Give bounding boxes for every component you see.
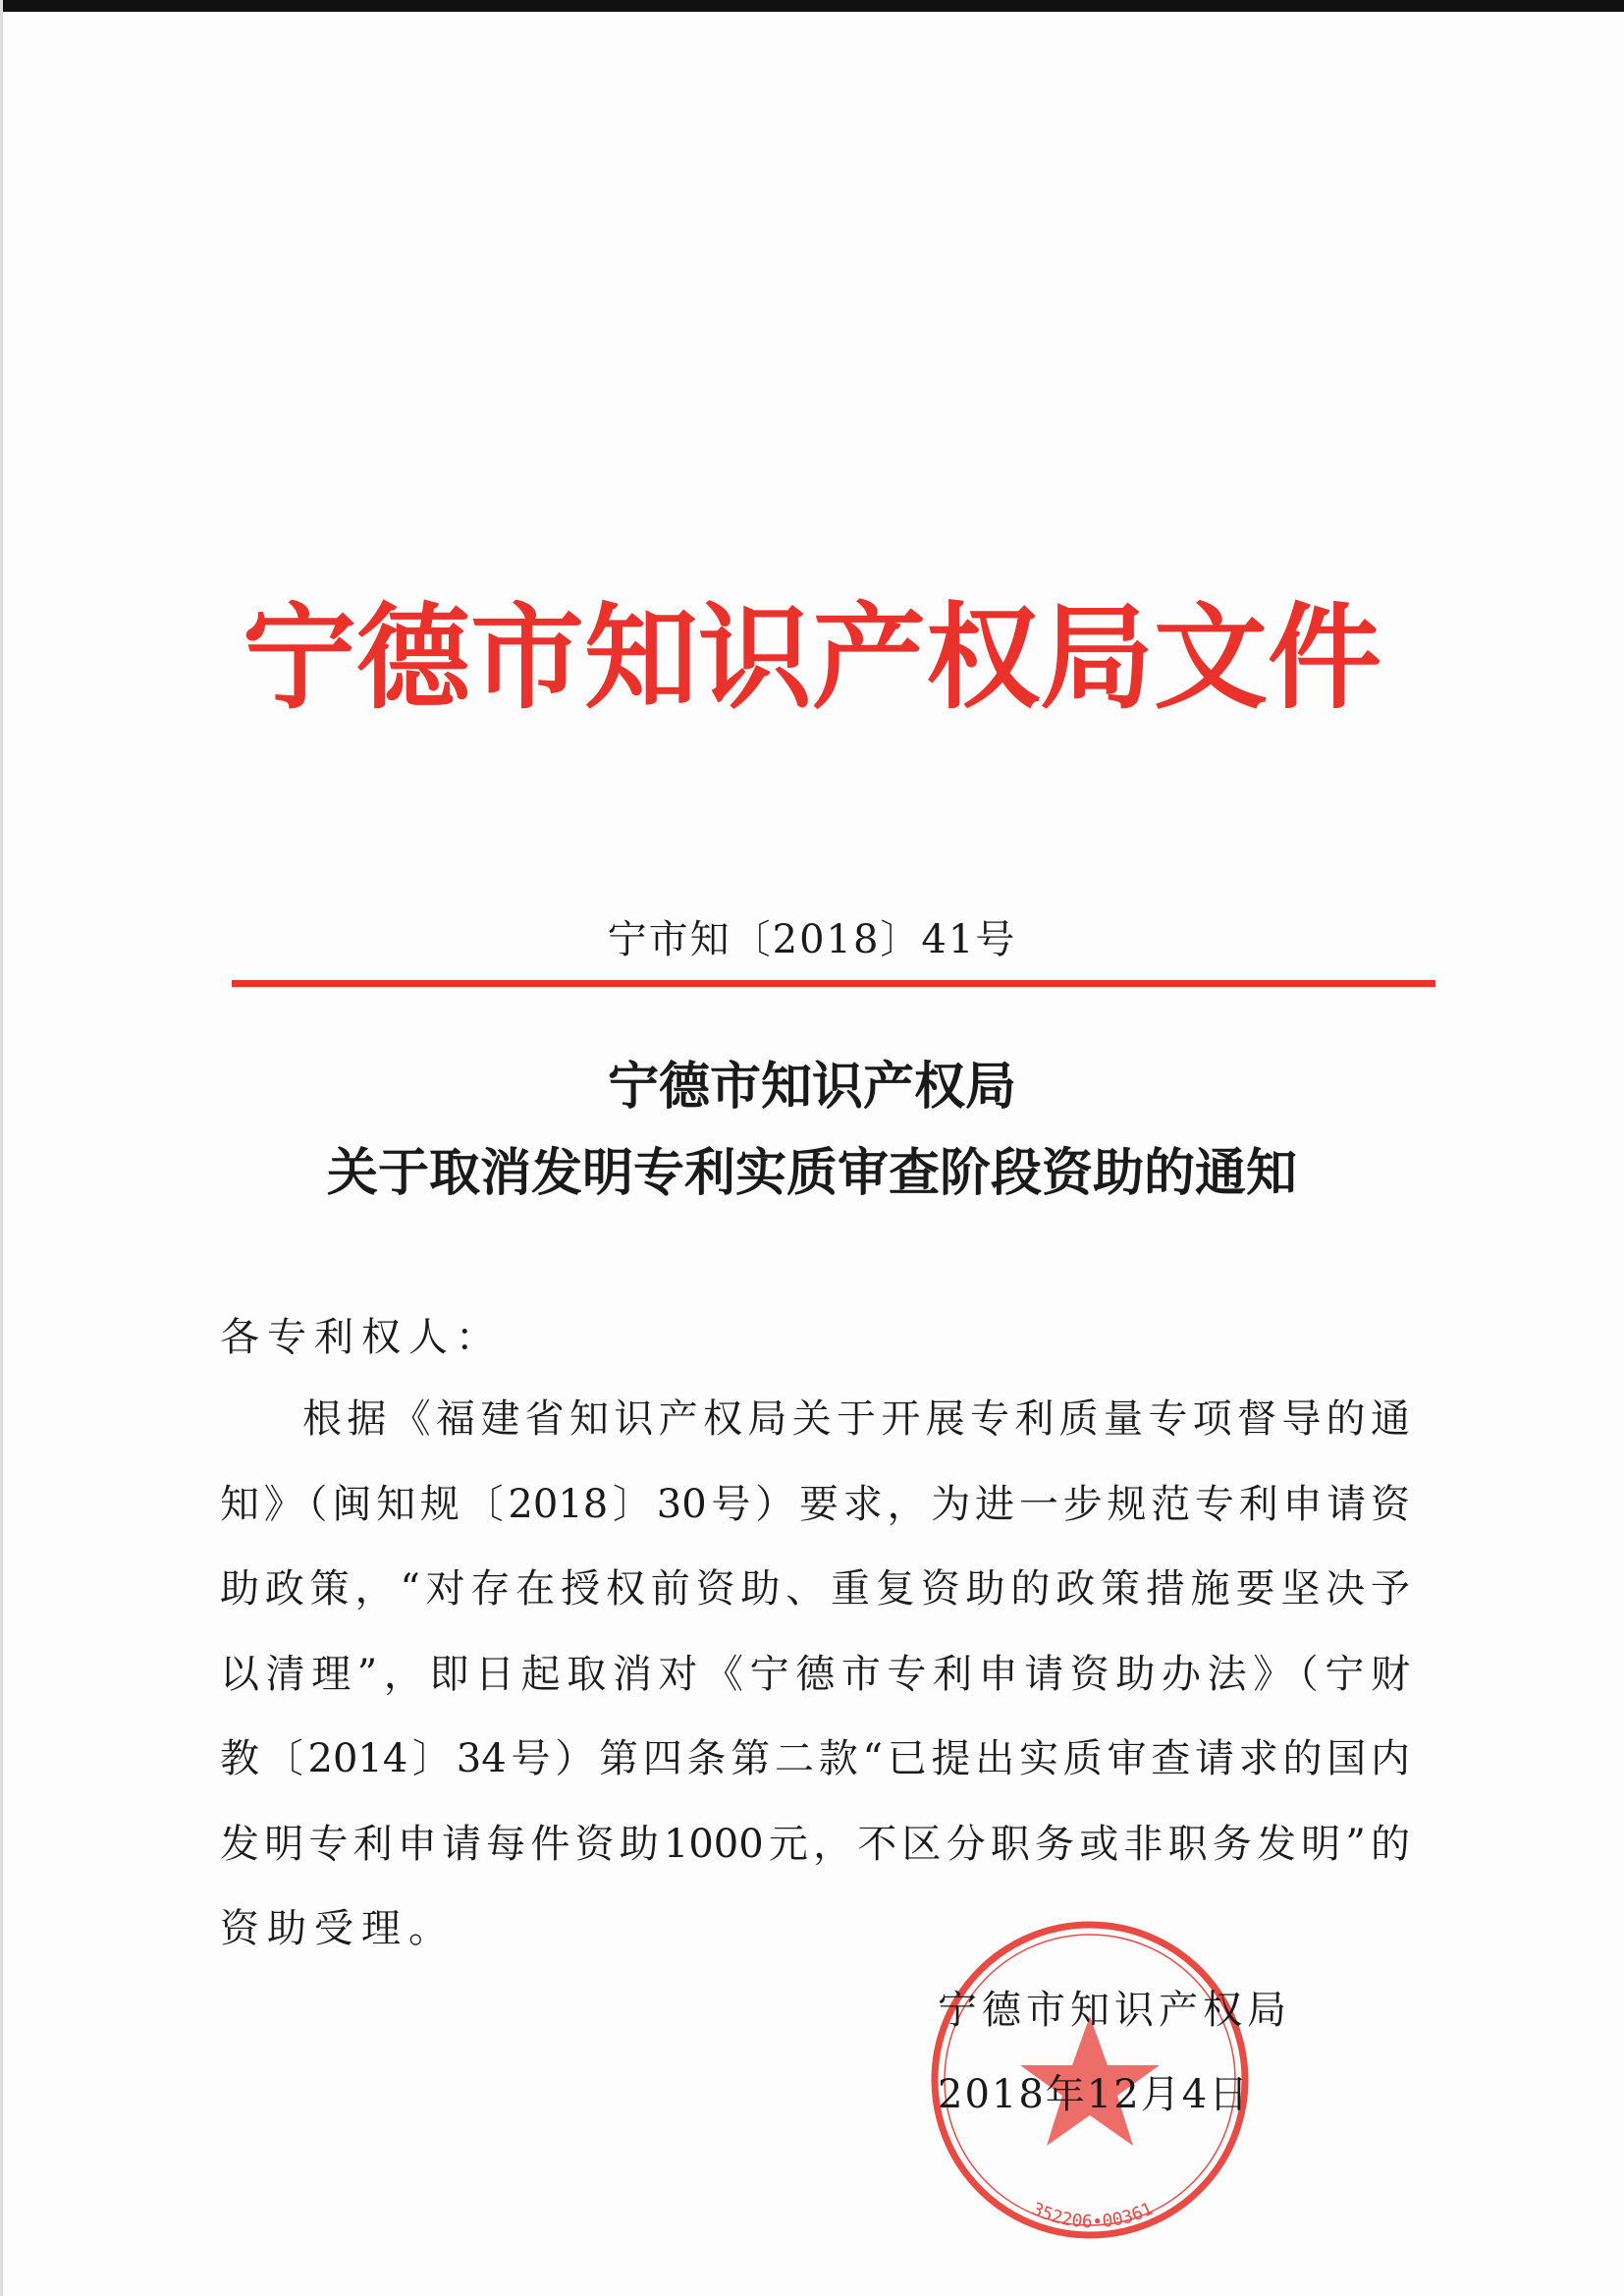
scan-top-edge xyxy=(0,0,1624,12)
body-line: 以清理”，即日起取消对《宁德市专利申请资助办法》（宁财 xyxy=(220,1651,1410,1697)
signature-org: 宁德市知识产权局 xyxy=(938,1988,1291,2033)
body-line: 助政策，“对存在授权前资助、重复资助的政策措施要坚决予 xyxy=(220,1566,1410,1612)
title-line-1: 宁德市知识产权局 xyxy=(607,1057,1016,1117)
title-line-2: 关于取消发明专利实质审查阶段资助的通知 xyxy=(326,1143,1297,1203)
body-line: 根据《福建省知识产权局关于开展专利质量专项督导的通 xyxy=(302,1396,1410,1442)
salutation: 各专利权人： xyxy=(220,1315,503,1360)
signature-date: 2018年12月4日 xyxy=(938,2072,1251,2117)
document-header: 宁德市知识产权局文件 xyxy=(243,591,1381,725)
body-line: 资助受理。 xyxy=(220,1906,456,1951)
body-line: 教〔2014〕34号）第四条第二款“已提出实质审查请求的国内 xyxy=(220,1736,1410,1781)
body-line: 知》（闽知规〔2018〕30号）要求，为进一步规范专利申请资 xyxy=(220,1481,1410,1527)
document-number: 宁市知〔2018〕41号 xyxy=(607,917,1017,962)
red-divider xyxy=(232,980,1435,987)
body-text xyxy=(220,1390,1410,1985)
seal-code: 352206•00361 xyxy=(1028,2198,1157,2233)
body-line: 发明专利申请每件资助1000元，不区分职务或非职务发明”的 xyxy=(220,1821,1410,1867)
